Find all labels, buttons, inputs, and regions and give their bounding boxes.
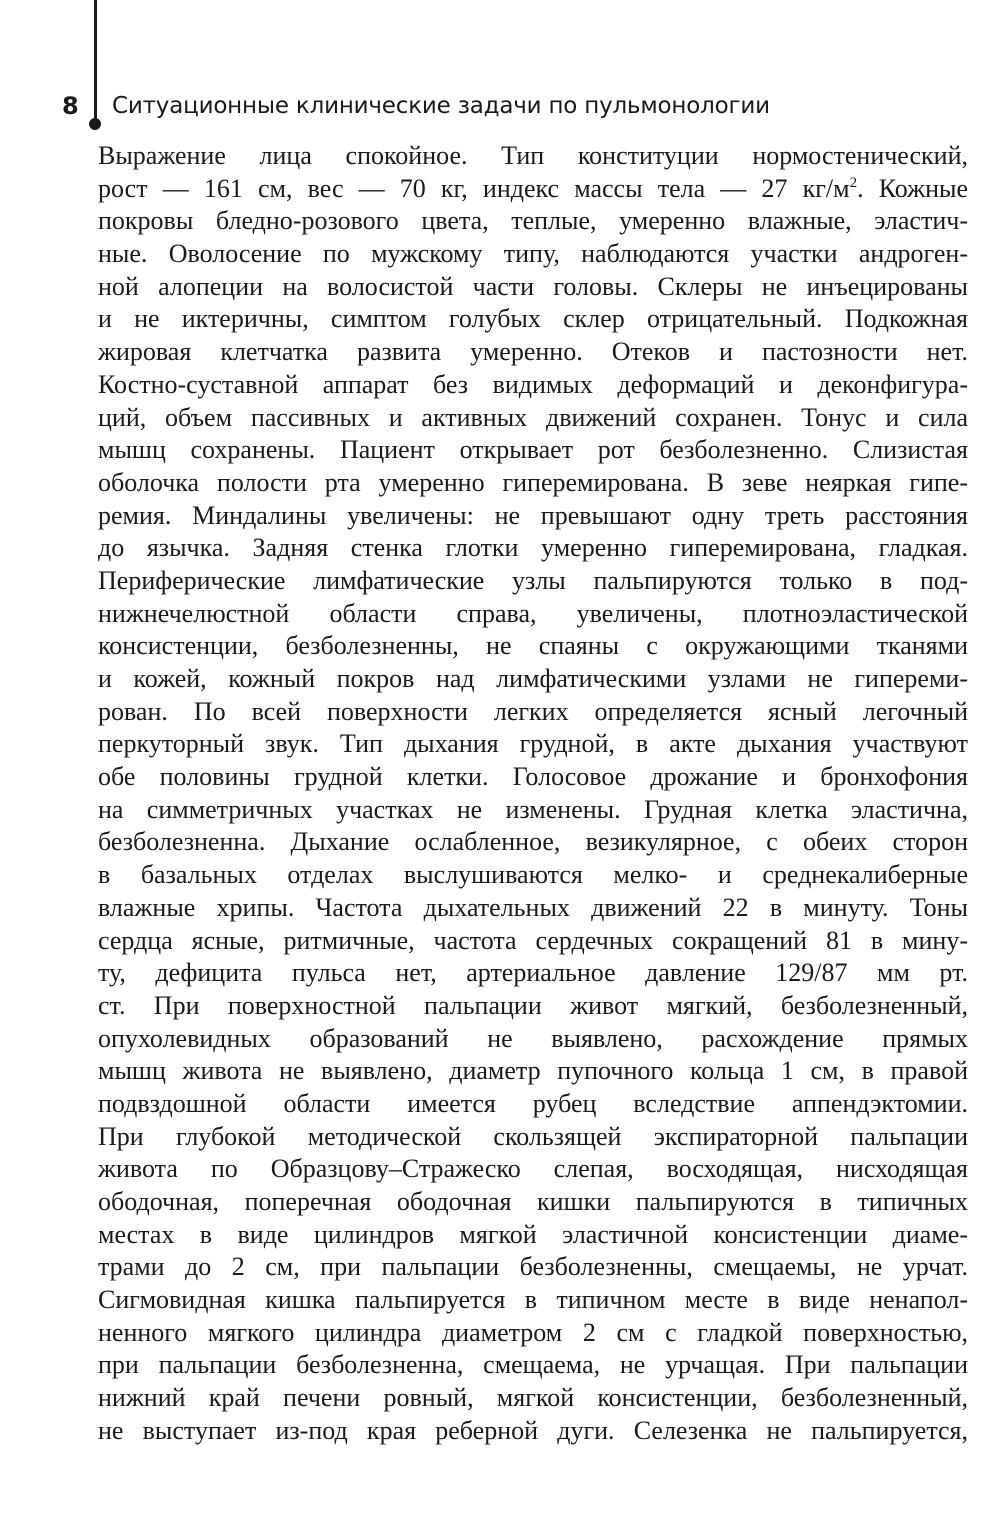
page-number: 8 <box>62 92 79 120</box>
text-line: рован. По всей поверхности легких определяется ясный легочный <box>98 696 968 726</box>
text-line: нижнечелюстной области справа, увеличены, плотноэластической <box>98 598 968 628</box>
text-line: При глубокой методической скользящей экспираторной пальпации <box>98 1121 968 1151</box>
text-line: в базальных отделах выслушиваются мелко- и среднекалиберные <box>98 860 968 890</box>
text-line: опухолевидных образований не выявлено, расхождение прямых <box>98 1023 968 1053</box>
text-line: до язычка. Задняя стенка глотки умеренно гиперемирована, гладкая. <box>98 533 968 563</box>
text-line: ремия. Миндалины увеличены: не превышают одну треть расстояния <box>98 500 968 530</box>
text-line: Выражение лица спокойное. Тип конституции нормостенический, <box>98 141 968 170</box>
text-line: влажные хрипы. Частота дыхательных движений 22 в минуту. Тоны <box>98 892 968 922</box>
text-line: подвздошной области имеется рубец вследствие аппендэктомии. <box>98 1088 968 1118</box>
superscript: 2 <box>849 174 858 191</box>
text-line: жировая клетчатка развита умеренно. Отеков и пастозности нет. <box>98 337 968 367</box>
text-line-part: . Кожные <box>857 173 968 203</box>
text-line: при пальпации безболезненна, смещаема, не урчащая. При пальпации <box>98 1350 968 1380</box>
text-line: мышц сохранены. Пациент открывает рот безболезненно. Слизистая <box>98 435 968 465</box>
text-line: не выступает из-под края реберной дуги. Селезенка не пальпируется, <box>98 1415 968 1445</box>
text-line: безболезненна. Дыхание ослабленное, везикулярное, с обеих сторон <box>98 827 968 857</box>
text-line: местах в виде цилиндров мягкой эластичной консистенции диаме- <box>98 1219 968 1249</box>
text-line: на симметричных участках не изменены. Грудная клетка эластична, <box>98 794 968 824</box>
text-line: обе половины грудной клетки. Голосовое дрожание и бронхофония <box>98 762 968 792</box>
text-line: живота по Образцову–Стражеско слепая, восходящая, нисходящая <box>98 1154 968 1184</box>
text-line: ободочная, поперечная ободочная кишки пальпируются в типичных <box>98 1187 968 1216</box>
text-line: ту, дефицита пульса нет, артериальное давление 129/87 мм рт. <box>98 958 968 988</box>
text-line-part: рост — 161 см, вес — 70 кг, индекс массы тела — 27 кг/м <box>98 173 850 203</box>
text-line: трами до 2 см, при пальпации безболезненны, смещаемы, не урчат. <box>98 1252 968 1282</box>
text-line <box>98 173 968 206</box>
text-line: ст. При поверхностной пальпации живот мягкий, безболезненный, <box>98 990 968 1020</box>
body-text <box>98 140 968 1448</box>
text-line: Периферические лимфатические узлы пальпируются только в под- <box>98 565 968 595</box>
text-line: перкуторный звук. Тип дыхания грудной, в акте дыхания участвуют <box>98 729 968 759</box>
text-line: и не иктеричны, симптом голубых склер отрицательный. Подкожная <box>98 304 968 334</box>
text-line: нижний край печени ровный, мягкой консистенции, безболезненный, <box>98 1383 968 1413</box>
text-line: ненного мягкого цилиндра диаметром 2 см с гладкой поверхностью, <box>98 1317 968 1347</box>
header-rule <box>94 0 97 122</box>
text-line: ций, объем пассивных и активных движений сохранен. Тонус и сила <box>98 402 968 432</box>
text-line: покровы бледно-розового цвета, теплые, умеренно влажные, эластич- <box>98 206 968 236</box>
text-line: Костно-суставной аппарат без видимых деформаций и деконфигура- <box>98 369 968 399</box>
text-line: сердца ясные, ритмичные, частота сердечных сокращений 81 в мину- <box>98 925 968 955</box>
text-line: оболочка полости рта умеренно гиперемирована. В зеве неяркая гипе- <box>98 467 968 497</box>
text-line: мышц живота не выявлено, диаметр пупочного кольца 1 см, в правой <box>98 1056 968 1086</box>
running-title: Ситуационные клинические задачи по пульмонологии <box>112 93 770 119</box>
text-line: и кожей, кожный покров над лимфатическими узлами не гипереми- <box>98 664 968 693</box>
text-line: ные. Оволосение по мужскому типу, наблюдаются участки андроген- <box>98 239 968 269</box>
text-line: консистенции, безболезненны, не спаяны с окружающими тканями <box>98 631 968 661</box>
header-rule-dot <box>89 118 101 130</box>
text-line: Сигмовидная кишка пальпируется в типичном месте в виде ненапол- <box>98 1285 968 1315</box>
text-line: ной алопеции на волосистой части головы. Склеры не инъецированы <box>98 271 968 301</box>
